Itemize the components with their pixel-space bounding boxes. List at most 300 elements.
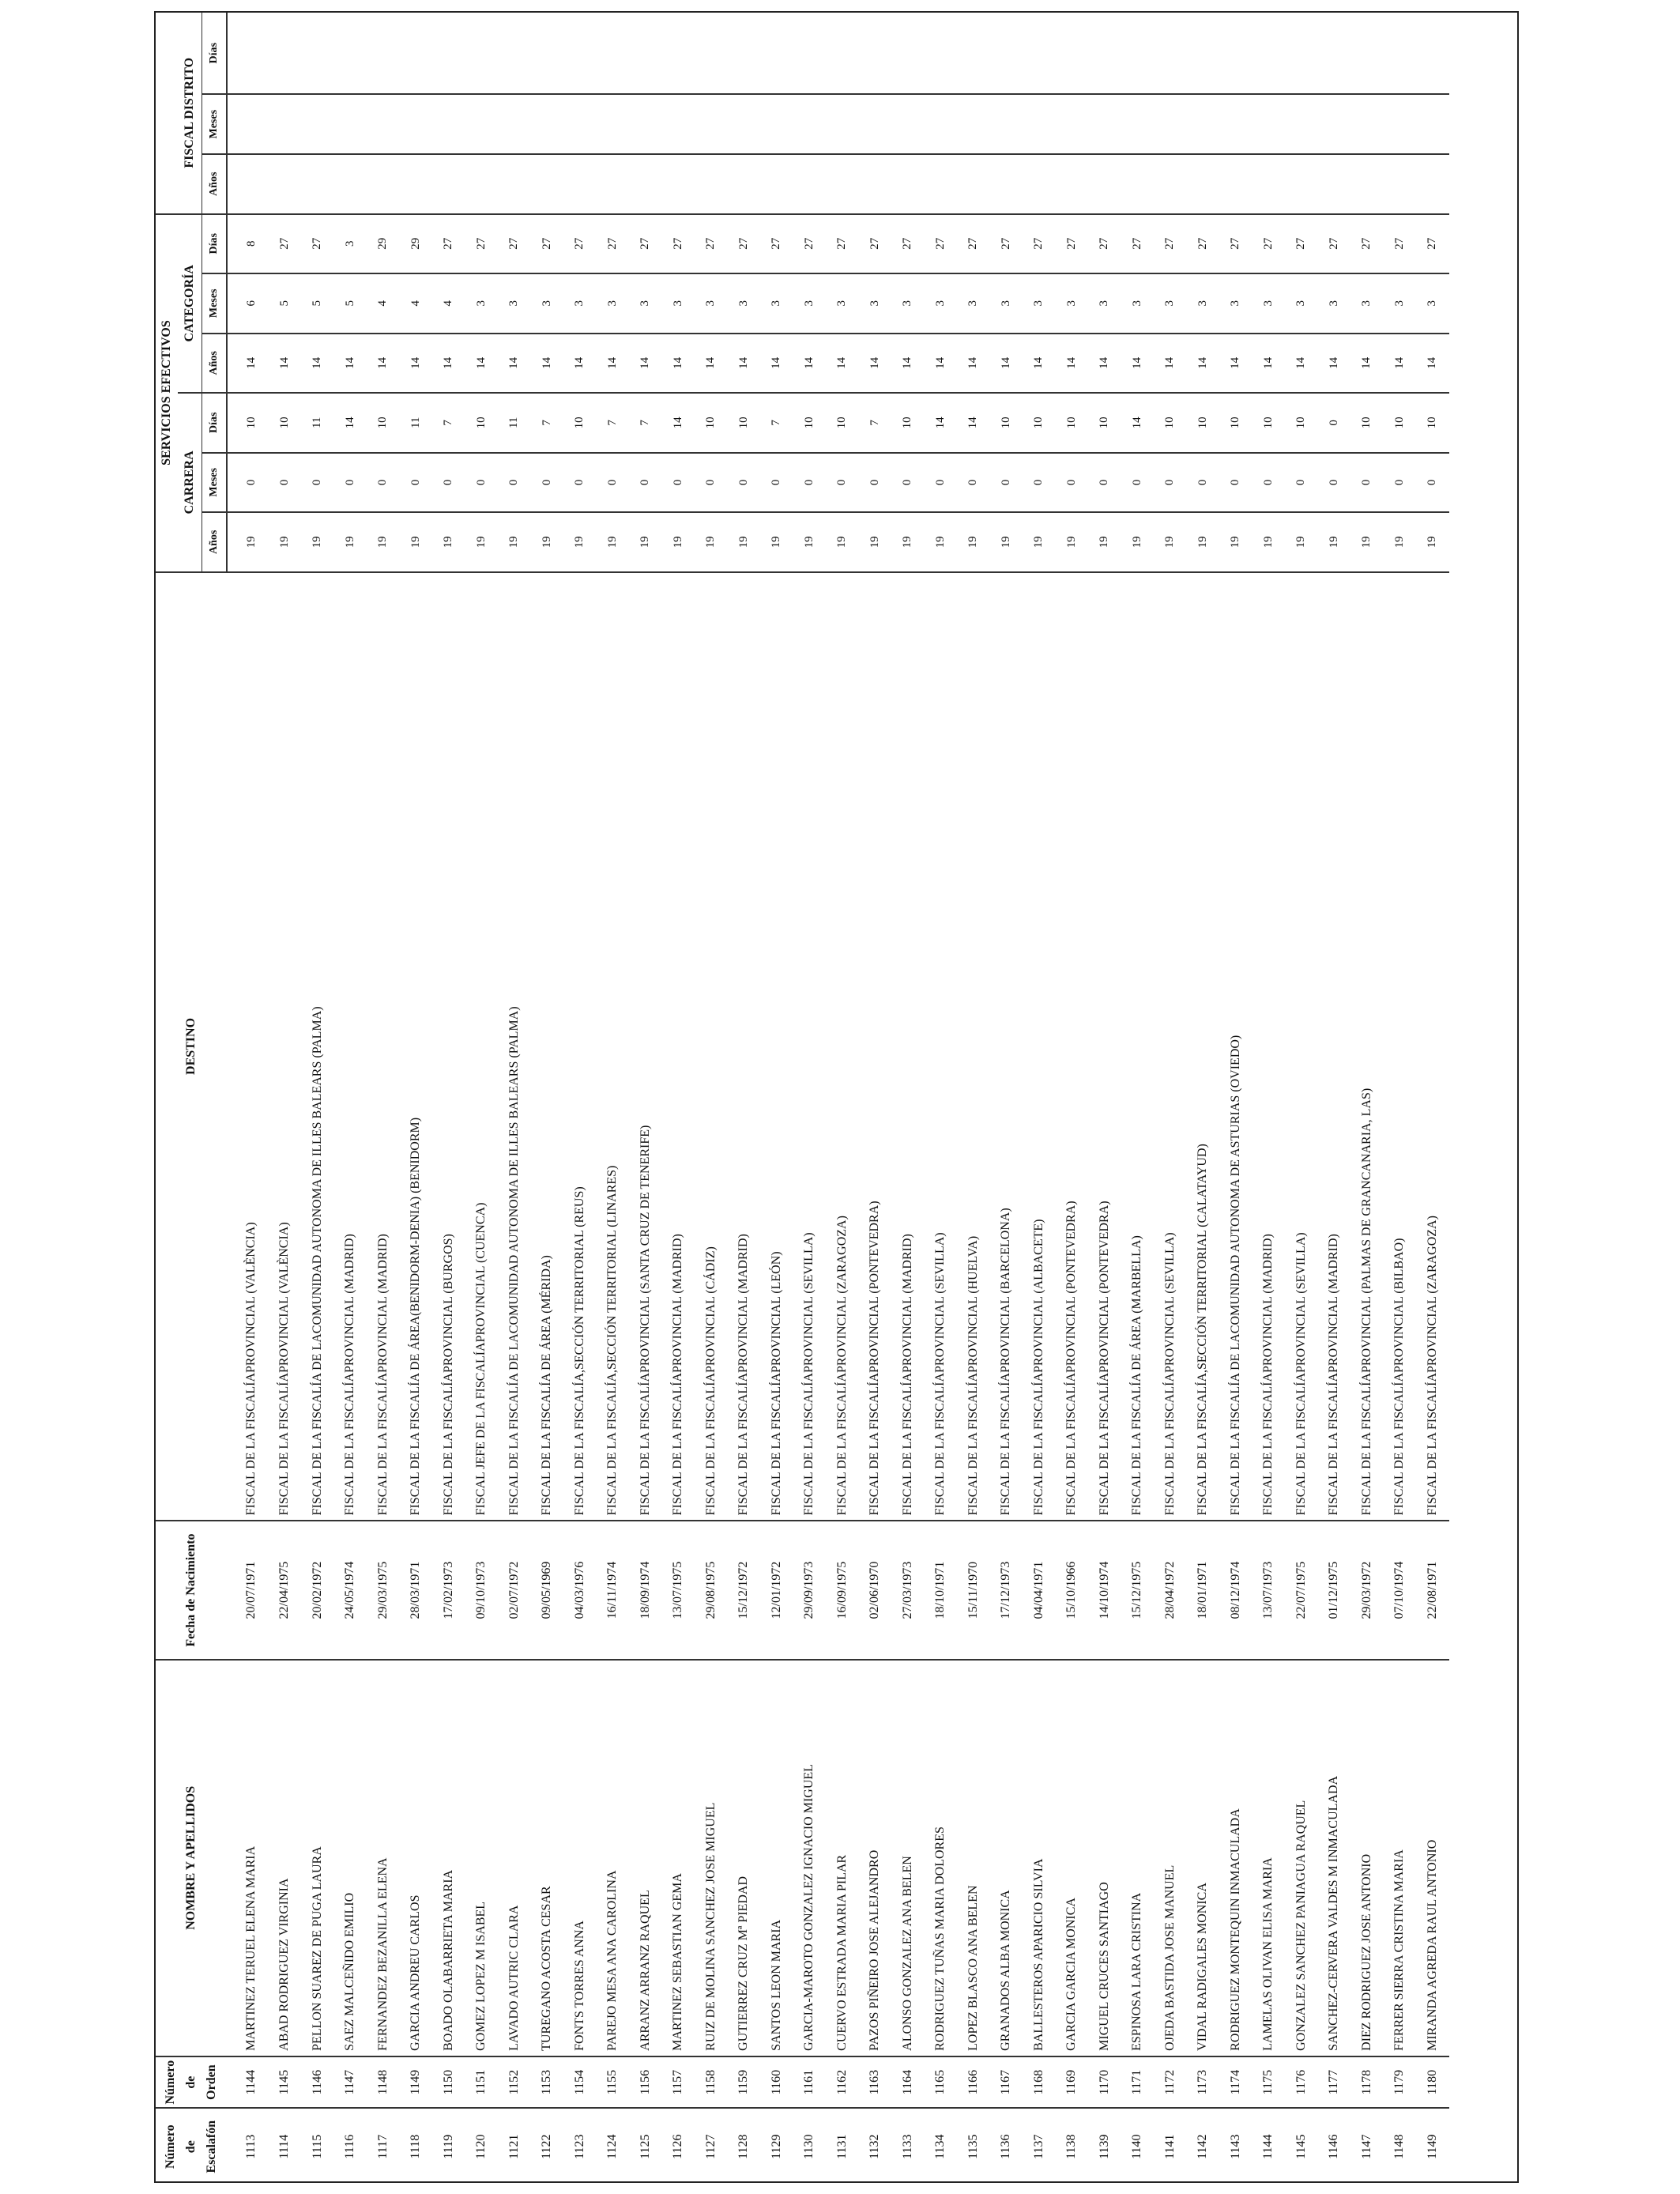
fecha-cell: 28/03/1971 (400, 1521, 433, 1659)
escalafon-cell: 1147 (1359, 2134, 1373, 2159)
carrera-meses-cell: 0 (1023, 453, 1056, 513)
carrera-anos-cell: 19 (1285, 512, 1318, 572)
carrera-anos-cell: 19 (1154, 512, 1187, 572)
categoria-meses-cell: 3 (1056, 273, 1089, 334)
carrera-dias-cell: 10 (826, 393, 859, 453)
fd-meses-cell (1154, 94, 1187, 154)
fecha-cell: 12/01/1972 (760, 1521, 793, 1659)
fd-anos-cell (1350, 154, 1384, 214)
fd-dias-cell (269, 13, 302, 94)
carrera-meses-cell: 0 (990, 453, 1023, 513)
carrera-meses-cell: 0 (1416, 453, 1449, 513)
carrera-anos-cell: 19 (793, 512, 827, 572)
header-categoria-anos: Años (202, 334, 228, 394)
header-numero-orden (156, 2056, 227, 2109)
nombre-cell: PAREJO MESA ANA CAROLINA (597, 1660, 630, 2056)
fd-meses-cell (990, 94, 1023, 154)
table-row (367, 13, 400, 2183)
fd-meses-cell (760, 94, 793, 154)
orden-cell: 1165 (925, 2056, 958, 2109)
orden-cell: 1179 (1384, 2056, 1417, 2109)
carrera-dias-cell: 7 (531, 393, 564, 453)
destino-cell: FISCAL DE LA FISCALÍAPROVINCIAL (MADRID) (891, 572, 925, 1521)
header-fecha: Fecha de Nacimiento (156, 1521, 227, 1659)
orden-cell: 1176 (1285, 2056, 1318, 2109)
carrera-anos-cell: 19 (269, 512, 302, 572)
fd-meses-cell (1285, 94, 1318, 154)
categoria-meses-cell: 3 (891, 273, 925, 334)
carrera-anos-cell: 19 (990, 512, 1023, 572)
categoria-meses-cell: 3 (1350, 273, 1384, 334)
carrera-anos-cell: 19 (1088, 512, 1121, 572)
escalafon-cell: 1138 (1064, 2134, 1079, 2159)
carrera-dias-cell: 10 (1384, 393, 1417, 453)
categoria-meses-cell: 3 (990, 273, 1023, 334)
categoria-meses-cell: 3 (826, 273, 859, 334)
header-fiscal-distrito: FISCAL DISTRITO (178, 13, 202, 214)
table-row (400, 13, 433, 2183)
fecha-cell: 15/11/1970 (957, 1521, 990, 1659)
fd-meses-cell (728, 94, 761, 154)
orden-cell: 1171 (1121, 2056, 1155, 2109)
orden-cell: 1173 (1187, 2056, 1220, 2109)
header-numero-escalafon-line3: Escalafón (205, 2120, 218, 2173)
escalafon-cell: 1135 (966, 2134, 980, 2159)
fecha-cell: 15/12/1972 (728, 1521, 761, 1659)
carrera-meses-cell: 0 (563, 453, 597, 513)
orden-cell: 1154 (563, 2056, 597, 2109)
categoria-anos-cell: 14 (498, 334, 531, 394)
fd-meses-cell (269, 94, 302, 154)
fd-anos-cell (1318, 154, 1351, 214)
categoria-anos-cell: 14 (1023, 334, 1056, 394)
fd-dias-cell (531, 13, 564, 94)
categoria-anos-cell: 14 (826, 334, 859, 394)
destino-cell: FISCAL DE LA FISCALÍAPROVINCIAL (SEVILLA) (1285, 572, 1318, 1521)
document-page (154, 11, 1519, 2183)
fecha-cell: 17/12/1973 (990, 1521, 1023, 1659)
fd-anos-cell (334, 154, 367, 214)
fecha-cell: 20/02/1972 (301, 1521, 334, 1659)
categoria-anos-cell: 14 (465, 334, 499, 394)
fecha-cell: 15/10/1966 (1056, 1521, 1089, 1659)
categoria-anos-cell: 14 (432, 334, 465, 394)
categoria-dias-cell: 27 (301, 214, 334, 274)
categoria-dias-cell: 27 (1187, 214, 1220, 274)
nombre-cell: LAMELAS OLIVAN ELISA MARIA (1252, 1660, 1286, 2056)
fecha-cell: 14/10/1974 (1088, 1521, 1121, 1659)
table-row (891, 13, 925, 2183)
categoria-meses-cell: 3 (629, 273, 662, 334)
fd-meses-cell (1023, 94, 1056, 154)
destino-cell: FISCAL DE LA FISCALÍAPROVINCIAL (BILBAO) (1384, 572, 1417, 1521)
carrera-meses-cell: 0 (629, 453, 662, 513)
table-row (432, 13, 465, 2183)
fd-anos-cell (1416, 154, 1449, 214)
escalafon-table (156, 13, 1449, 2183)
categoria-meses-cell: 3 (1384, 273, 1417, 334)
orden-cell: 1172 (1154, 2056, 1187, 2109)
carrera-dias-cell: 10 (695, 393, 728, 453)
destino-cell: FISCAL DE LA FISCALÍAPROVINCIAL (SEVILLA) (793, 572, 827, 1521)
orden-cell: 1157 (662, 2056, 695, 2109)
fd-anos-cell (227, 154, 269, 214)
escalafon-cell: 1122 (540, 2134, 554, 2159)
fd-dias-cell (1318, 13, 1351, 94)
fd-anos-cell (1023, 154, 1056, 214)
table-row (334, 13, 367, 2183)
categoria-dias-cell: 27 (793, 214, 827, 274)
carrera-anos-cell: 19 (1384, 512, 1417, 572)
categoria-meses-cell: 3 (1285, 273, 1318, 334)
categoria-meses-cell: 3 (957, 273, 990, 334)
fecha-cell: 24/05/1974 (334, 1521, 367, 1659)
orden-cell: 1164 (891, 2056, 925, 2109)
header-categoria: CATEGORÍA (178, 214, 202, 394)
fd-dias-cell (1056, 13, 1089, 94)
destino-cell: FISCAL DE LA FISCALÍAPROVINCIAL (MADRID) (1318, 572, 1351, 1521)
table-row (1121, 13, 1155, 2183)
categoria-dias-cell: 27 (563, 214, 597, 274)
fd-meses-cell (859, 94, 892, 154)
fd-anos-cell (925, 154, 958, 214)
categoria-meses-cell: 5 (269, 273, 302, 334)
carrera-anos-cell: 19 (227, 512, 269, 572)
table-row (826, 13, 859, 2183)
escalafon-cell: 1118 (409, 2134, 423, 2159)
carrera-dias-cell: 10 (728, 393, 761, 453)
fd-dias-cell (400, 13, 433, 94)
escalafon-cell: 1148 (1392, 2134, 1407, 2159)
fd-anos-cell (760, 154, 793, 214)
fd-anos-cell (269, 154, 302, 214)
fd-anos-cell (1187, 154, 1220, 214)
header-nombre: NOMBRE Y APELLIDOS (156, 1660, 227, 2056)
categoria-meses-cell: 5 (334, 273, 367, 334)
fd-meses-cell (1384, 94, 1417, 154)
categoria-anos-cell: 14 (695, 334, 728, 394)
categoria-meses-cell: 3 (1318, 273, 1351, 334)
fd-anos-cell (498, 154, 531, 214)
fd-anos-cell (826, 154, 859, 214)
fecha-cell: 18/10/1971 (925, 1521, 958, 1659)
escalafon-cell: 1137 (1031, 2134, 1045, 2159)
carrera-anos-cell: 19 (1318, 512, 1351, 572)
header-blank-top (156, 13, 178, 214)
fd-dias-cell (1121, 13, 1155, 94)
categoria-dias-cell: 27 (1023, 214, 1056, 274)
categoria-dias-cell: 27 (1056, 214, 1089, 274)
carrera-meses-cell: 0 (662, 453, 695, 513)
fd-meses-cell (826, 94, 859, 154)
categoria-meses-cell: 3 (563, 273, 597, 334)
categoria-dias-cell: 27 (728, 214, 761, 274)
destino-cell: FISCAL DE LA FISCALÍA,SECCIÓN TERRITORIAL (REUS) (563, 572, 597, 1521)
categoria-anos-cell: 14 (301, 334, 334, 394)
categoria-meses-cell: 4 (432, 273, 465, 334)
carrera-dias-cell: 10 (269, 393, 302, 453)
categoria-dias-cell: 27 (1252, 214, 1286, 274)
orden-cell: 1160 (760, 2056, 793, 2109)
fd-dias-cell (1088, 13, 1121, 94)
carrera-meses-cell: 0 (1088, 453, 1121, 513)
fd-meses-cell (1088, 94, 1121, 154)
categoria-meses-cell: 3 (793, 273, 827, 334)
fd-anos-cell (629, 154, 662, 214)
table-row (859, 13, 892, 2183)
carrera-dias-cell: 10 (1023, 393, 1056, 453)
fd-anos-cell (728, 154, 761, 214)
carrera-anos-cell: 19 (1121, 512, 1155, 572)
nombre-cell: BALLESTEROS APARICIO SILVIA (1023, 1660, 1056, 2056)
rotated-table-container (156, 13, 1519, 2183)
destino-cell: FISCAL DE LA FISCALÍA,SECCIÓN TERRITORIAL (LINARES) (597, 572, 630, 1521)
categoria-meses-cell: 3 (1219, 273, 1252, 334)
carrera-dias-cell: 0 (1318, 393, 1351, 453)
table-body (227, 13, 1449, 2183)
fd-dias-cell (367, 13, 400, 94)
categoria-anos-cell: 14 (1285, 334, 1318, 394)
table-row (957, 13, 990, 2183)
categoria-meses-cell: 3 (1416, 273, 1449, 334)
fecha-cell: 27/03/1973 (891, 1521, 925, 1659)
carrera-meses-cell: 0 (1219, 453, 1252, 513)
header-carrera-dias: Días (202, 393, 228, 453)
fecha-cell: 04/03/1976 (563, 1521, 597, 1659)
escalafon-cell: 1143 (1228, 2134, 1242, 2159)
header-carrera-meses: Meses (202, 453, 228, 513)
fd-dias-cell (662, 13, 695, 94)
header-numero-orden-line1: Número (164, 2060, 177, 2105)
categoria-anos-cell: 14 (400, 334, 433, 394)
nombre-cell: MARTINEZ SEBASTIAN GEMA (662, 1660, 695, 2056)
fd-dias-cell (465, 13, 499, 94)
categoria-dias-cell: 27 (695, 214, 728, 274)
destino-cell: FISCAL DE LA FISCALÍAPROVINCIAL (VALÈNCIA) (269, 572, 302, 1521)
destino-cell: FISCAL DE LA FISCALÍAPROVINCIAL (MADRID) (1252, 572, 1286, 1521)
destino-cell: FISCAL DE LA FISCALÍAPROVINCIAL (SANTA CRUZ DE TENERIFE) (629, 572, 662, 1521)
escalafon-cell: 1139 (1097, 2134, 1111, 2159)
categoria-dias-cell: 27 (1318, 214, 1351, 274)
fd-dias-cell (597, 13, 630, 94)
escalafon-cell: 1145 (1294, 2134, 1308, 2159)
carrera-meses-cell: 0 (793, 453, 827, 513)
carrera-anos-cell: 19 (1416, 512, 1449, 572)
table-row (1023, 13, 1056, 2183)
destino-cell: FISCAL DE LA FISCALÍAPROVINCIAL (ALBACETE) (1023, 572, 1056, 1521)
fd-meses-cell (498, 94, 531, 154)
categoria-anos-cell: 14 (1187, 334, 1220, 394)
carrera-anos-cell: 19 (1219, 512, 1252, 572)
destino-cell: FISCAL DE LA FISCALÍAPROVINCIAL (ZARAGOZA) (826, 572, 859, 1521)
fd-dias-cell (1285, 13, 1318, 94)
categoria-anos-cell: 14 (728, 334, 761, 394)
nombre-cell: TUREGANO ACOSTA CESAR (531, 1660, 564, 2056)
categoria-anos-cell: 14 (990, 334, 1023, 394)
carrera-dias-cell: 10 (563, 393, 597, 453)
fecha-cell: 22/04/1975 (269, 1521, 302, 1659)
fd-anos-cell (1285, 154, 1318, 214)
orden-cell: 1153 (531, 2056, 564, 2109)
fd-meses-cell (1318, 94, 1351, 154)
escalafon-cell: 1149 (1425, 2134, 1439, 2159)
carrera-meses-cell: 0 (269, 453, 302, 513)
fd-anos-cell (465, 154, 499, 214)
carrera-anos-cell: 19 (826, 512, 859, 572)
carrera-meses-cell: 0 (1384, 453, 1417, 513)
nombre-cell: RODRIGUEZ TUÑAS MARIA DOLORES (925, 1660, 958, 2056)
escalafon-cell: 1146 (1327, 2134, 1341, 2159)
categoria-anos-cell: 14 (662, 334, 695, 394)
fd-meses-cell (465, 94, 499, 154)
categoria-anos-cell: 14 (334, 334, 367, 394)
fecha-cell: 29/03/1972 (1350, 1521, 1384, 1659)
categoria-anos-cell: 14 (760, 334, 793, 394)
carrera-meses-cell: 0 (498, 453, 531, 513)
nombre-cell: DIEZ RODRIGUEZ JOSE ANTONIO (1350, 1660, 1384, 2056)
fd-meses-cell (891, 94, 925, 154)
carrera-dias-cell: 7 (629, 393, 662, 453)
categoria-dias-cell: 27 (1154, 214, 1187, 274)
categoria-meses-cell: 3 (597, 273, 630, 334)
orden-cell: 1147 (334, 2056, 367, 2109)
fecha-cell: 29/09/1973 (793, 1521, 827, 1659)
fd-anos-cell (1121, 154, 1155, 214)
categoria-anos-cell: 14 (563, 334, 597, 394)
carrera-dias-cell: 7 (760, 393, 793, 453)
categoria-meses-cell: 3 (1252, 273, 1286, 334)
carrera-meses-cell: 0 (925, 453, 958, 513)
fd-meses-cell (925, 94, 958, 154)
nombre-cell: GARCIA ANDREU CARLOS (400, 1660, 433, 2056)
nombre-cell: RUIZ DE MOLINA SANCHEZ JOSE MIGUEL (695, 1660, 728, 2056)
table-row (1285, 13, 1318, 2183)
fecha-cell: 22/08/1971 (1416, 1521, 1449, 1659)
categoria-dias-cell: 27 (826, 214, 859, 274)
categoria-anos-cell: 14 (859, 334, 892, 394)
fecha-cell: 17/02/1973 (432, 1521, 465, 1659)
destino-cell: FISCAL DE LA FISCALÍAPROVINCIAL (PONTEVEDRA) (1056, 572, 1089, 1521)
fd-dias-cell (728, 13, 761, 94)
fd-meses-cell (1219, 94, 1252, 154)
fecha-cell: 13/07/1975 (662, 1521, 695, 1659)
fd-anos-cell (859, 154, 892, 214)
fd-meses-cell (1187, 94, 1220, 154)
categoria-dias-cell: 3 (334, 214, 367, 274)
table-row (1252, 13, 1286, 2183)
fecha-cell: 04/04/1971 (1023, 1521, 1056, 1659)
carrera-anos-cell: 19 (334, 512, 367, 572)
orden-cell: 1163 (859, 2056, 892, 2109)
categoria-meses-cell: 3 (1154, 273, 1187, 334)
categoria-meses-cell: 4 (400, 273, 433, 334)
nombre-cell: VIDAL RADIGALES MONICA (1187, 1660, 1220, 2056)
fecha-cell: 13/07/1973 (1252, 1521, 1286, 1659)
carrera-dias-cell: 14 (957, 393, 990, 453)
fd-anos-cell (432, 154, 465, 214)
fd-dias-cell (1023, 13, 1056, 94)
carrera-meses-cell: 0 (1187, 453, 1220, 513)
categoria-anos-cell: 14 (1252, 334, 1286, 394)
categoria-anos-cell: 14 (1121, 334, 1155, 394)
nombre-cell: ARRANZ ARRANZ RAQUEL (629, 1660, 662, 2056)
escalafon-cell: 1141 (1162, 2134, 1177, 2159)
categoria-dias-cell: 27 (629, 214, 662, 274)
carrera-dias-cell: 10 (1088, 393, 1121, 453)
escalafon-cell: 1142 (1196, 2134, 1210, 2159)
categoria-meses-cell: 3 (465, 273, 499, 334)
fecha-cell: 16/09/1975 (826, 1521, 859, 1659)
nombre-cell: BOADO OLABARRIETA MARIA (432, 1660, 465, 2056)
table-row (1318, 13, 1351, 2183)
fd-anos-cell (990, 154, 1023, 214)
escalafon-cell: 1130 (802, 2134, 816, 2159)
categoria-dias-cell: 8 (227, 214, 269, 274)
carrera-dias-cell: 7 (432, 393, 465, 453)
fd-dias-cell (227, 13, 269, 94)
categoria-meses-cell: 5 (301, 273, 334, 334)
fd-anos-cell (1384, 154, 1417, 214)
fd-meses-cell (957, 94, 990, 154)
categoria-anos-cell: 14 (531, 334, 564, 394)
orden-cell: 1145 (269, 2056, 302, 2109)
escalafon-cell: 1127 (703, 2134, 718, 2159)
categoria-anos-cell: 14 (1350, 334, 1384, 394)
carrera-dias-cell: 10 (1252, 393, 1286, 453)
fd-anos-cell (793, 154, 827, 214)
fecha-cell: 22/07/1975 (1285, 1521, 1318, 1659)
fd-dias-cell (1384, 13, 1417, 94)
destino-cell: FISCAL DE LA FISCALÍAPROVINCIAL (ZARAGOZA) (1416, 572, 1449, 1521)
table-row (1154, 13, 1187, 2183)
table-row (1219, 13, 1252, 2183)
nombre-cell: MIRANDA AGREDA RAUL ANTONIO (1416, 1660, 1449, 2056)
carrera-dias-cell: 10 (891, 393, 925, 453)
carrera-meses-cell: 0 (826, 453, 859, 513)
carrera-anos-cell: 19 (465, 512, 499, 572)
escalafon-cell: 1128 (736, 2134, 751, 2159)
carrera-meses-cell: 0 (301, 453, 334, 513)
carrera-anos-cell: 19 (498, 512, 531, 572)
categoria-meses-cell: 3 (1088, 273, 1121, 334)
carrera-anos-cell: 19 (1056, 512, 1089, 572)
fd-meses-cell (367, 94, 400, 154)
destino-cell: FISCAL DE LA FISCALÍA DE LACOMUNIDAD AUTONOMA DE ASTURIAS (OVIEDO) (1219, 572, 1252, 1521)
carrera-dias-cell: 14 (334, 393, 367, 453)
escalafon-cell: 1119 (441, 2134, 455, 2159)
orden-cell: 1151 (465, 2056, 499, 2109)
table-row (662, 13, 695, 2183)
carrera-anos-cell: 19 (367, 512, 400, 572)
nombre-cell: GOMEZ LOPEZ M ISABEL (465, 1660, 499, 2056)
fd-dias-cell (957, 13, 990, 94)
fecha-cell: 18/01/1971 (1187, 1521, 1220, 1659)
fd-dias-cell (990, 13, 1023, 94)
header-numero-orden-line3: Orden (205, 2064, 218, 2100)
fecha-cell: 08/12/1974 (1219, 1521, 1252, 1659)
categoria-meses-cell: 3 (1023, 273, 1056, 334)
fd-dias-cell (629, 13, 662, 94)
categoria-anos-cell: 14 (1154, 334, 1187, 394)
carrera-anos-cell: 19 (531, 512, 564, 572)
fd-dias-cell (334, 13, 367, 94)
carrera-anos-cell: 19 (563, 512, 597, 572)
categoria-anos-cell: 14 (1219, 334, 1252, 394)
nombre-cell: SANTOS LEON MARIA (760, 1660, 793, 2056)
categoria-dias-cell: 27 (597, 214, 630, 274)
categoria-anos-cell: 14 (925, 334, 958, 394)
table-row (563, 13, 597, 2183)
